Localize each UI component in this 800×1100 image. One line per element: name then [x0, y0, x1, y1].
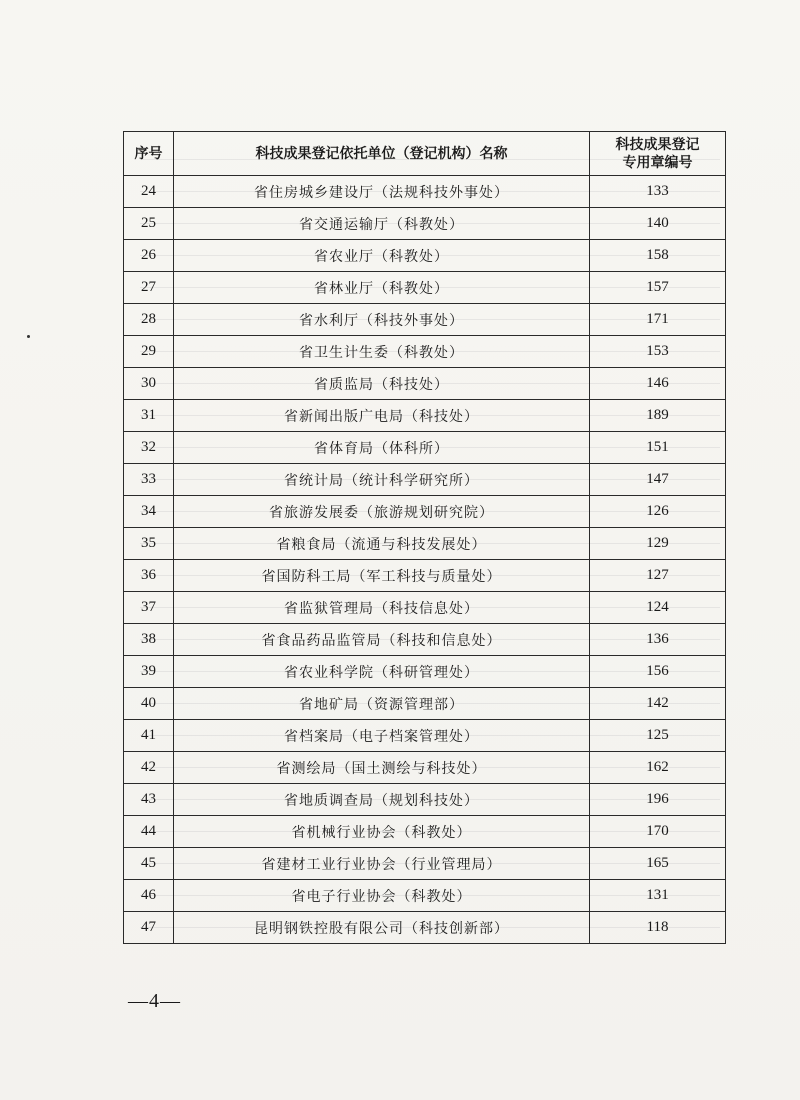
cell-seq: 38 — [124, 624, 174, 656]
table-header-row — [124, 132, 726, 176]
cell-seq: 27 — [124, 272, 174, 304]
cell-seq: 35 — [124, 528, 174, 560]
cell-unit: 省水利厅（科技外事处） — [174, 304, 590, 336]
header-seq: 序号 — [124, 132, 174, 176]
cell-seq: 36 — [124, 560, 174, 592]
cell-seq: 32 — [124, 432, 174, 464]
cell-unit: 省交通运输厅（科教处） — [174, 208, 590, 240]
cell-unit: 省测绘局（国土测绘与科技处） — [174, 752, 590, 784]
registration-table — [123, 131, 726, 944]
table-row — [124, 176, 726, 208]
cell-code: 129 — [590, 528, 726, 560]
cell-seq: 31 — [124, 400, 174, 432]
cell-unit: 省食品药品监管局（科技和信息处） — [174, 624, 590, 656]
cell-code: 125 — [590, 720, 726, 752]
cell-code: 127 — [590, 560, 726, 592]
scan-speck — [27, 335, 30, 338]
cell-code: 156 — [590, 656, 726, 688]
cell-seq: 39 — [124, 656, 174, 688]
cell-code: 189 — [590, 400, 726, 432]
cell-unit: 省国防科工局（军工科技与质量处） — [174, 560, 590, 592]
table-body — [124, 176, 726, 944]
cell-seq: 24 — [124, 176, 174, 208]
table-row — [124, 304, 726, 336]
cell-unit: 省档案局（电子档案管理处） — [174, 720, 590, 752]
cell-unit: 省旅游发展委（旅游规划研究院） — [174, 496, 590, 528]
cell-code: 165 — [590, 848, 726, 880]
table-row — [124, 784, 726, 816]
table-row — [124, 528, 726, 560]
cell-seq: 46 — [124, 880, 174, 912]
cell-code: 118 — [590, 912, 726, 944]
cell-seq: 34 — [124, 496, 174, 528]
cell-code: 133 — [590, 176, 726, 208]
table-row — [124, 592, 726, 624]
cell-code: 162 — [590, 752, 726, 784]
table-row — [124, 560, 726, 592]
cell-seq: 40 — [124, 688, 174, 720]
cell-seq: 47 — [124, 912, 174, 944]
cell-code: 171 — [590, 304, 726, 336]
cell-seq: 44 — [124, 816, 174, 848]
cell-unit: 省建材工业行业协会（行业管理局） — [174, 848, 590, 880]
cell-unit: 省农业厅（科教处） — [174, 240, 590, 272]
cell-unit: 省体育局（体科所） — [174, 432, 590, 464]
table-row — [124, 720, 726, 752]
cell-code: 153 — [590, 336, 726, 368]
table-row — [124, 624, 726, 656]
cell-code: 146 — [590, 368, 726, 400]
cell-unit: 省地矿局（资源管理部） — [174, 688, 590, 720]
cell-seq: 42 — [124, 752, 174, 784]
table-row — [124, 816, 726, 848]
table-row — [124, 752, 726, 784]
cell-code: 170 — [590, 816, 726, 848]
page-number: —4— — [128, 990, 181, 1012]
cell-code: 157 — [590, 272, 726, 304]
table-row — [124, 368, 726, 400]
table-row — [124, 912, 726, 944]
cell-unit: 省监狱管理局（科技信息处） — [174, 592, 590, 624]
cell-code: 158 — [590, 240, 726, 272]
cell-unit: 昆明钢铁控股有限公司（科技创新部） — [174, 912, 590, 944]
cell-code: 140 — [590, 208, 726, 240]
cell-seq: 28 — [124, 304, 174, 336]
cell-code: 151 — [590, 432, 726, 464]
cell-seq: 37 — [124, 592, 174, 624]
table-row — [124, 848, 726, 880]
cell-code: 131 — [590, 880, 726, 912]
table-row — [124, 272, 726, 304]
cell-unit: 省农业科学院（科研管理处） — [174, 656, 590, 688]
table-row — [124, 240, 726, 272]
cell-seq: 43 — [124, 784, 174, 816]
cell-seq: 29 — [124, 336, 174, 368]
table-row — [124, 496, 726, 528]
table-row — [124, 432, 726, 464]
cell-seq: 41 — [124, 720, 174, 752]
cell-unit: 省机械行业协会（科教处） — [174, 816, 590, 848]
cell-unit: 省统计局（统计科学研究所） — [174, 464, 590, 496]
cell-seq: 26 — [124, 240, 174, 272]
table-row — [124, 400, 726, 432]
cell-code: 126 — [590, 496, 726, 528]
table-row — [124, 464, 726, 496]
table-row — [124, 656, 726, 688]
cell-unit: 省电子行业协会（科教处） — [174, 880, 590, 912]
header-unit: 科技成果登记依托单位（登记机构）名称 — [174, 132, 590, 176]
cell-seq: 25 — [124, 208, 174, 240]
cell-code: 196 — [590, 784, 726, 816]
cell-code: 124 — [590, 592, 726, 624]
cell-code: 142 — [590, 688, 726, 720]
cell-unit: 省住房城乡建设厅（法规科技外事处） — [174, 176, 590, 208]
header-code — [590, 132, 726, 176]
table-row — [124, 208, 726, 240]
cell-code: 136 — [590, 624, 726, 656]
cell-seq: 30 — [124, 368, 174, 400]
cell-unit: 省粮食局（流通与科技发展处） — [174, 528, 590, 560]
table-row — [124, 880, 726, 912]
cell-code: 147 — [590, 464, 726, 496]
cell-seq: 33 — [124, 464, 174, 496]
cell-unit: 省地质调查局（规划科技处） — [174, 784, 590, 816]
cell-unit: 省质监局（科技处） — [174, 368, 590, 400]
header-code-line1: 科技成果登记 — [615, 136, 700, 153]
cell-unit: 省新闻出版广电局（科技处） — [174, 400, 590, 432]
cell-unit: 省卫生计生委（科教处） — [174, 336, 590, 368]
cell-seq: 45 — [124, 848, 174, 880]
table-row — [124, 336, 726, 368]
table-row — [124, 688, 726, 720]
header-code-line2: 专用章编号 — [622, 154, 693, 171]
cell-unit: 省林业厅（科教处） — [174, 272, 590, 304]
